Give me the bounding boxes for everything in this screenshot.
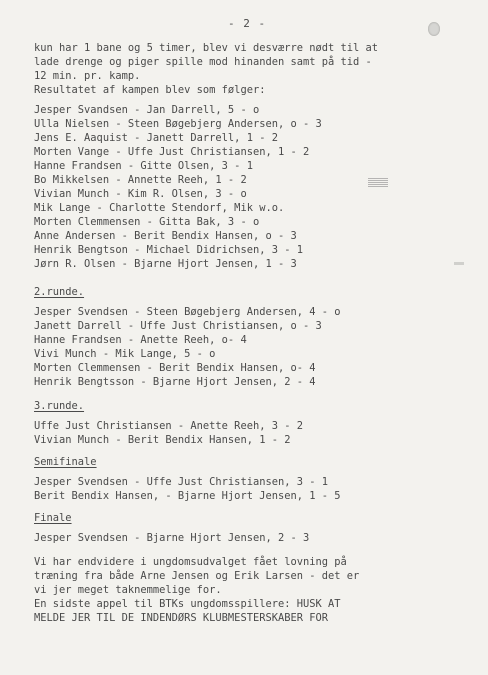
match-result: Jesper Svendsen - Uffe Just Christiansen, 3 - 1 xyxy=(34,476,329,488)
match-result: Hanne Frandsen - Gitte Olsen, 3 - 1 xyxy=(34,160,253,172)
match-result: Hanne Frandsen - Anette Reeh, o- 4 xyxy=(34,334,247,346)
match-result: Ulla Nielsen - Steen Bøgebjerg Andersen, o - 3 xyxy=(34,118,322,130)
round3-heading: 3.runde. xyxy=(34,400,85,412)
match-result: Bo Mikkelsen - Annette Reeh, 1 - 2 xyxy=(34,174,247,186)
intro-line: 12 min. pr. kamp. xyxy=(34,70,141,82)
match-result: Berit Bendix Hansen, - Bjarne Hjort Jensen, 1 - 5 xyxy=(34,490,341,502)
intro-line: lade drenge og piger spille mod hinanden samt på tid - xyxy=(34,56,372,68)
intro-line: Resultatet af kampen blev som følger: xyxy=(34,84,266,96)
final-heading: Finale xyxy=(34,512,72,524)
ink-smudge xyxy=(368,178,388,187)
match-result: Henrik Bengtson - Michael Didrichsen, 3 - 1 xyxy=(34,244,303,256)
match-result: Mik Lange - Charlotte Stendorf, Mik w.o. xyxy=(34,202,285,214)
match-result: Vivian Munch - Kim R. Olsen, 3 - o xyxy=(34,188,247,200)
ink-smudge xyxy=(454,262,464,265)
closing-line: En sidste appel til BTKs ungdomsspillere: HUSK AT xyxy=(34,598,341,610)
page-number: - 2 - xyxy=(228,17,267,30)
intro-line: kun har 1 bane og 5 timer, blev vi desværre nødt til at xyxy=(34,42,379,54)
match-result: Morten Clemmensen - Berit Bendix Hansen, o- 4 xyxy=(34,362,316,374)
match-result: Vivi Munch - Mik Lange, 5 - o xyxy=(34,348,216,360)
match-result: Jørn R. Olsen - Bjarne Hjort Jensen, 1 - 3 xyxy=(34,258,297,270)
match-result: Morten Vange - Uffe Just Christiansen, 1 - 2 xyxy=(34,146,310,158)
punch-hole-mark xyxy=(428,22,440,36)
match-result: Anne Andersen - Berit Bendix Hansen, o - 3 xyxy=(34,230,297,242)
match-result: Jesper Svandsen - Jan Darrell, 5 - o xyxy=(34,104,260,116)
match-result: Janett Darrell - Uffe Just Christiansen, o - 3 xyxy=(34,320,322,332)
match-result: Jens E. Aaquist - Janett Darrell, 1 - 2 xyxy=(34,132,278,144)
semifinal-heading: Semifinale xyxy=(34,456,97,468)
match-result: Jesper Svendsen - Steen Bøgebjerg Andersen, 4 - o xyxy=(34,306,341,318)
closing-line: Vi har endvidere i ungdomsudvalget fået lovning på xyxy=(34,556,347,568)
match-result: Morten Clemmensen - Gitta Bak, 3 - o xyxy=(34,216,260,228)
round2-heading: 2.runde. xyxy=(34,286,85,298)
match-result: Henrik Bengtsson - Bjarne Hjort Jensen, 2 - 4 xyxy=(34,376,316,388)
closing-line: MELDE JER TIL DE INDENDØRS KLUBMESTERSKABER FOR xyxy=(34,612,329,624)
closing-line: vi jer meget taknemmelige for. xyxy=(34,584,222,596)
match-result: Vivian Munch - Berit Bendix Hansen, 1 - 2 xyxy=(34,434,291,446)
match-result: Uffe Just Christiansen - Anette Reeh, 3 - 2 xyxy=(34,420,303,432)
closing-line: træning fra både Arne Jensen og Erik Larsen - det er xyxy=(34,570,360,582)
match-result: Jesper Svendsen - Bjarne Hjort Jensen, 2 - 3 xyxy=(34,532,310,544)
